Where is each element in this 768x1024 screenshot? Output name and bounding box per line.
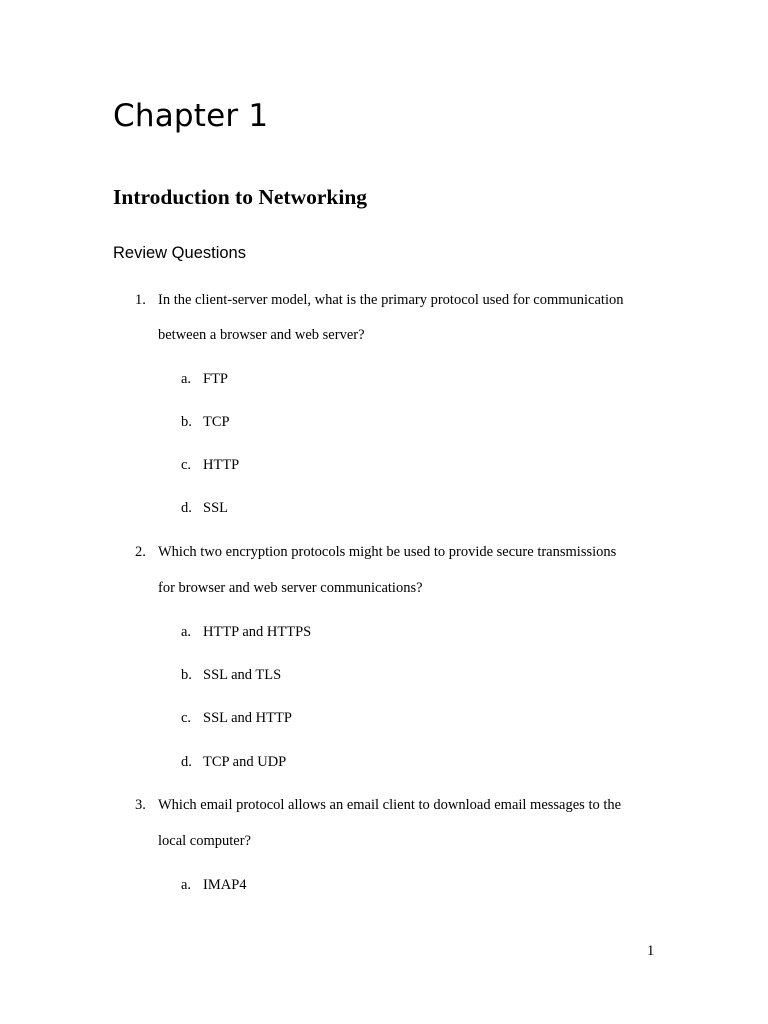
question-1-text-line-2: between a browser and web server? (158, 327, 365, 343)
question-2-answer-c-letter: c. (181, 710, 192, 726)
question-3-answer-a-text: IMAP4 (203, 877, 247, 893)
question-1-answer-d-text: SSL (203, 500, 228, 516)
question-2-answer-a-text: HTTP and HTTPS (203, 624, 312, 640)
section-title: Introduction to Networking (113, 185, 368, 209)
question-1-answer-c-text: HTTP (203, 457, 240, 473)
question-1-number: 1. (135, 292, 146, 308)
question-2-answer-b-letter: b. (181, 667, 192, 683)
question-1-text-line-1: In the client-server model, what is the primary protocol used for communication (158, 292, 624, 308)
question-2-text-line-1: Which two encryption protocols might be used to provide secure transmissions (158, 544, 617, 560)
question-2-answer-a-letter: a. (181, 624, 192, 640)
chapter-title: Chapter 1 (113, 98, 269, 134)
question-3-text-line-1: Which email protocol allows an email client to download email messages to the (158, 797, 622, 813)
subsection-title: Review Questions (113, 244, 246, 262)
question-1-answer-c-letter: c. (181, 457, 192, 473)
question-2-number: 2. (135, 544, 146, 560)
question-3-number: 3. (135, 797, 146, 813)
question-3-answer-a-letter: a. (181, 877, 192, 893)
question-2-text-line-2: for browser and web server communications? (158, 580, 423, 596)
question-2-answer-c-text: SSL and HTTP (203, 710, 292, 726)
question-1-answer-b-letter: b. (181, 414, 192, 430)
question-2-answer-b-text: SSL and TLS (203, 667, 282, 683)
question-1-answer-a-text: FTP (203, 371, 228, 387)
question-2-answer-d-letter: d. (181, 754, 192, 770)
page-number: 1 (647, 943, 655, 959)
question-1-answer-a-letter: a. (181, 371, 192, 387)
question-2-answer-d-text: TCP and UDP (203, 754, 287, 770)
question-1-answer-d-letter: d. (181, 500, 192, 516)
question-3-text-line-2: local computer? (158, 833, 251, 849)
question-1-answer-b-text: TCP (203, 414, 230, 430)
